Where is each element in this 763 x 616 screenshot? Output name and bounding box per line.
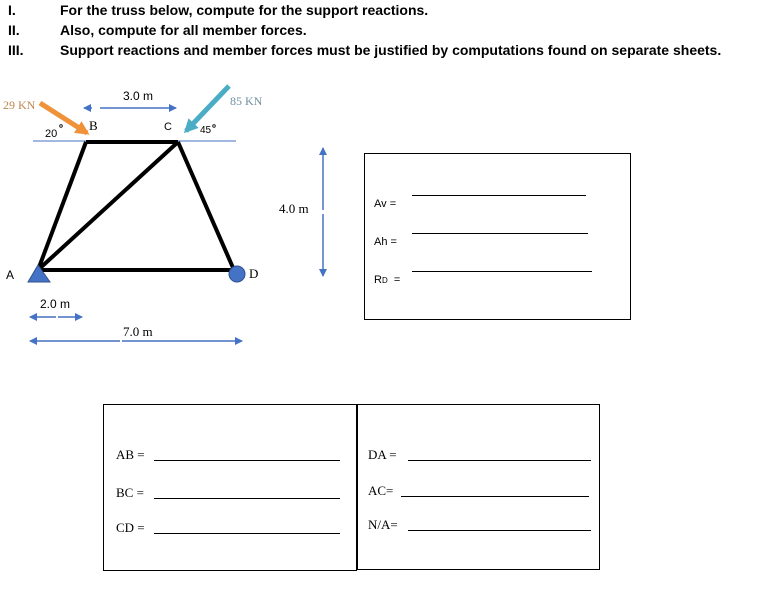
answer-blank[interactable] xyxy=(412,195,586,196)
answer-label: Ah = xyxy=(374,236,397,248)
roller-support-icon xyxy=(229,266,245,282)
answer-label: AB = xyxy=(116,447,145,462)
answer-na xyxy=(368,517,593,533)
instruction-number: I. xyxy=(8,2,16,18)
answer-cd xyxy=(116,520,346,536)
node-label-b: B xyxy=(89,118,98,133)
dim-label-offset: 2.0 m xyxy=(40,297,71,311)
answer-ac xyxy=(368,483,593,499)
dim-label-base: 7.0 m xyxy=(123,324,153,339)
member-cd xyxy=(178,142,234,270)
members-box-left xyxy=(103,404,357,571)
answer-blank[interactable] xyxy=(408,530,591,531)
answer-blank[interactable] xyxy=(412,233,588,234)
instruction-text: Support reactions and member forces must be justified by computations found on separate sheets. xyxy=(60,42,722,58)
answer-ab xyxy=(116,447,346,463)
answer-blank[interactable] xyxy=(154,498,340,499)
instruction-text: Also, compute for all member forces. xyxy=(60,22,307,38)
answer-bc xyxy=(116,485,346,501)
answer-blank[interactable] xyxy=(154,533,340,534)
instruction-text: For the truss below, compute for the support reactions. xyxy=(60,2,429,18)
members-box-right xyxy=(357,404,600,570)
degree-icon xyxy=(213,125,216,128)
degree-icon xyxy=(60,125,63,128)
answer-blank[interactable] xyxy=(154,460,340,461)
instruction-number: II. xyxy=(8,22,20,38)
node-label-d: D xyxy=(249,266,259,281)
angle-label-20: 20 xyxy=(45,128,58,140)
load-label-29kn: 29 KN xyxy=(3,98,36,112)
node-label-a: A xyxy=(6,268,15,282)
answer-blank[interactable] xyxy=(401,496,589,497)
answer-da xyxy=(368,447,593,463)
member-ac xyxy=(38,142,178,270)
angle-label-45: 45 xyxy=(200,125,212,136)
answer-label: N/A= xyxy=(368,517,398,532)
answer-blank[interactable] xyxy=(412,271,592,272)
reactions-box xyxy=(364,153,631,320)
member-ab xyxy=(38,142,86,270)
answer-label: DA = xyxy=(368,447,397,462)
answer-label: AC= xyxy=(368,483,394,498)
answer-label: BC = xyxy=(116,485,144,500)
pin-support-icon xyxy=(28,265,50,282)
dim-label-height: 4.0 m xyxy=(279,201,309,216)
answer-label: Av = xyxy=(374,198,397,210)
node-label-c: C xyxy=(164,121,172,133)
answer-label: CD = xyxy=(116,520,145,535)
answer-blank[interactable] xyxy=(408,460,591,461)
load-label-85kn: 85 KN xyxy=(230,94,263,108)
instruction-number: III. xyxy=(8,42,24,58)
answer-label: RD = xyxy=(374,274,401,286)
dim-label-top: 3.0 m xyxy=(123,89,154,103)
